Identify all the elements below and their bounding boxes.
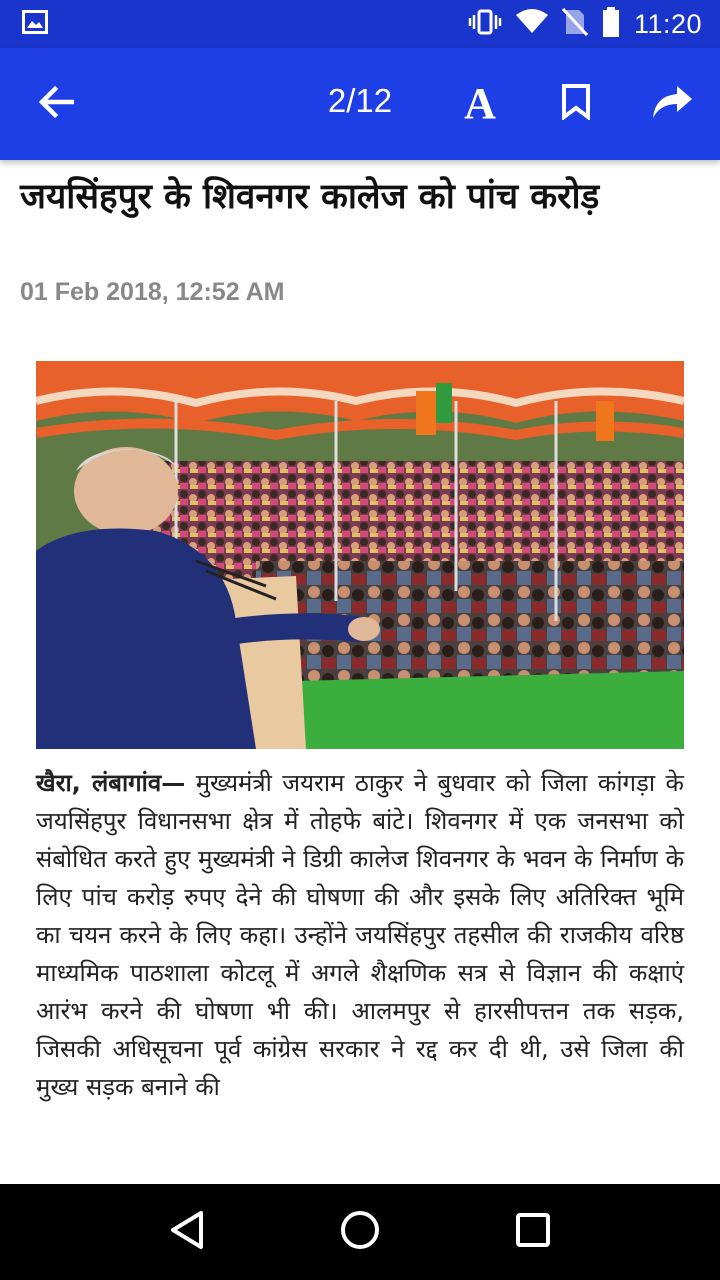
back-arrow-icon [38,85,74,123]
home-circle-icon [340,1210,380,1254]
article-timestamp: 01 Feb 2018, 12:52 AM [20,278,285,306]
share-button[interactable] [644,76,700,132]
wifi-icon [516,9,548,39]
article-body [36,764,684,1106]
article-body-text: मुख्यमंत्री जयराम ठाकुर ने बुधवार को जिला कांगड़ा के जयसिंहपुर विधानसभा क्षेत्र में तोहफे बांटे। शिवनगर में एक जनसभा को संबोधित करते हुए मुख्यमंत्री ने डिग्री कालेज शिवनगर के भवन के निर्माण के लिए पांच करोड़ रुपए देने की घोषणा की और इसके लिए अतिरिक्त भूमि का चयन करने के लिए कहा। उन्होंने जयसिंहपुर तहसील की राजकीय वरिष्ठ माध्यमिक पाठशाला कोटलू में अगले शैक्षणिक सत्र से विज्ञान की कक्षाएं आरंभ करने की घोषणा भी की। आलमपुर से हारसीपत्तन तक सड़क, जिसकी अधिसूचना पूर्व कांग्रेस सरकार ने रद्द कर दी थी, उसे जिला की मुख्य सड़क बनाने की [36,769,684,1101]
page-counter: 2/12 [327,82,393,119]
bookmark-button[interactable] [548,76,604,132]
article-dateline: खैरा, लंबागांव— [36,769,186,797]
nav-home-button[interactable] [328,1200,392,1264]
font-size-button[interactable] [452,76,508,132]
status-bar [0,0,720,48]
nav-recents-button[interactable] [501,1200,565,1264]
article-content[interactable] [0,160,720,1184]
status-time: 11:20 [633,8,702,39]
back-button[interactable] [28,76,84,132]
font-size-icon: A [464,79,496,128]
image-notification-icon [22,10,48,38]
system-nav-bar [0,1184,720,1280]
article-headline: जयसिंहपुर के शिवनगर कालेज को पांच करोड़ [20,177,600,217]
recents-square-icon [515,1212,551,1252]
no-sim-icon [562,8,588,40]
article-photo[interactable] [36,361,684,749]
bookmark-icon [561,84,591,124]
app-bar [0,48,720,160]
nav-back-button[interactable] [155,1200,219,1264]
vibrate-icon [468,9,502,39]
back-triangle-icon [169,1210,205,1254]
share-icon [651,84,693,124]
battery-icon [602,7,620,41]
